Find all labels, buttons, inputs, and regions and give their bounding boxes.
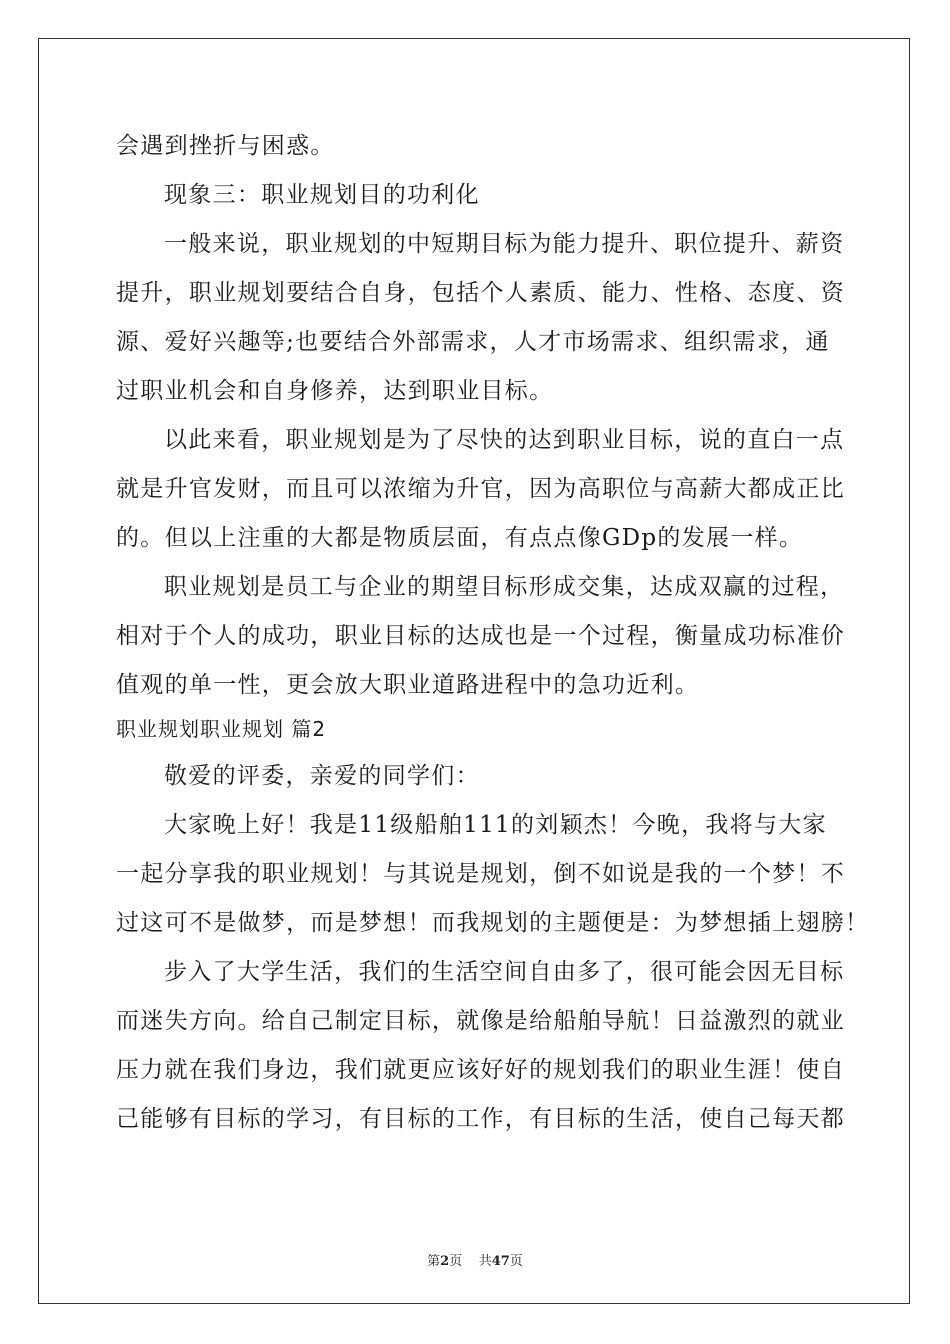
- paragraph-line: 一般来说，职业规划的中短期目标为能力提升、职位提升、薪资: [164, 231, 845, 257]
- paragraph-line: 会遇到挫折与困惑。: [116, 133, 335, 159]
- paragraph-line: 源、爱好兴趣等;也要结合外部需求，人才市场需求、组织需求，通: [116, 329, 830, 355]
- paragraph-line: 的。但以上注重的大都是物质层面，有点点像GDp的发展一样。: [116, 525, 804, 551]
- paragraph-line: 己能够有目标的学习，有目标的工作，有目标的生活，使自己每天都: [116, 1106, 845, 1132]
- page-suffix: 页: [449, 1254, 463, 1269]
- document-body: [116, 126, 870, 1148]
- paragraph-line: 一起分享我的职业规划！与其说是规划，倒不如说是我的一个梦！不: [116, 861, 845, 887]
- paragraph-line: 值观的单一性，更会放大职业道路进程中的急功近利。: [116, 672, 700, 698]
- paragraph-line: 而迷失方向。给自己制定目标，就像是给船舶导航！日益激烈的就业: [116, 1008, 845, 1034]
- salutation: 敬爱的评委，亲爱的同学们：: [164, 763, 480, 789]
- section-subtitle: 现象三：职业规划目的功利化: [164, 182, 480, 208]
- page-number: 2: [440, 1254, 450, 1269]
- paragraph-line: 就是升官发财，而且可以浓缩为升官，因为高职位与高薪大都成正比: [116, 476, 845, 502]
- paragraph-line: 过这可不是做梦，而是梦想！而我规划的主题便是：为梦想插上翅膀！: [116, 910, 870, 936]
- paragraph-line: 相对于个人的成功，职业目标的达成也是一个过程，衡量成功标准价: [116, 623, 845, 649]
- total-pages: 47: [491, 1254, 510, 1269]
- paragraph-line: 职业规划是员工与企业的期望目标形成交集，达成双赢的过程，: [164, 574, 845, 600]
- paragraph-line: 以此来看，职业规划是为了尽快的达到职业目标，说的直白一点: [164, 427, 845, 453]
- paragraph-line: 大家晚上好！我是11级船舶111的刘颖杰！今晚，我将与大家: [164, 812, 827, 838]
- paragraph-line: 过职业机会和自身修养，达到职业目标。: [116, 378, 554, 404]
- total-prefix: 共: [478, 1254, 492, 1269]
- paragraph-line: 步入了大学生活，我们的生活空间自由多了，很可能会因无目标: [164, 959, 845, 985]
- page-prefix: 第: [427, 1254, 441, 1269]
- paragraph-line: 压力就在我们身边，我们就更应该好好的规划我们的职业生涯！使自: [116, 1057, 845, 1083]
- section-heading: 职业规划职业规划 篇2: [116, 717, 327, 741]
- total-suffix: 页: [509, 1254, 523, 1269]
- paragraph-line: 提升，职业规划要结合自身，包括个人素质、能力、性格、态度、资: [116, 280, 845, 306]
- page-footer: [0, 1250, 950, 1269]
